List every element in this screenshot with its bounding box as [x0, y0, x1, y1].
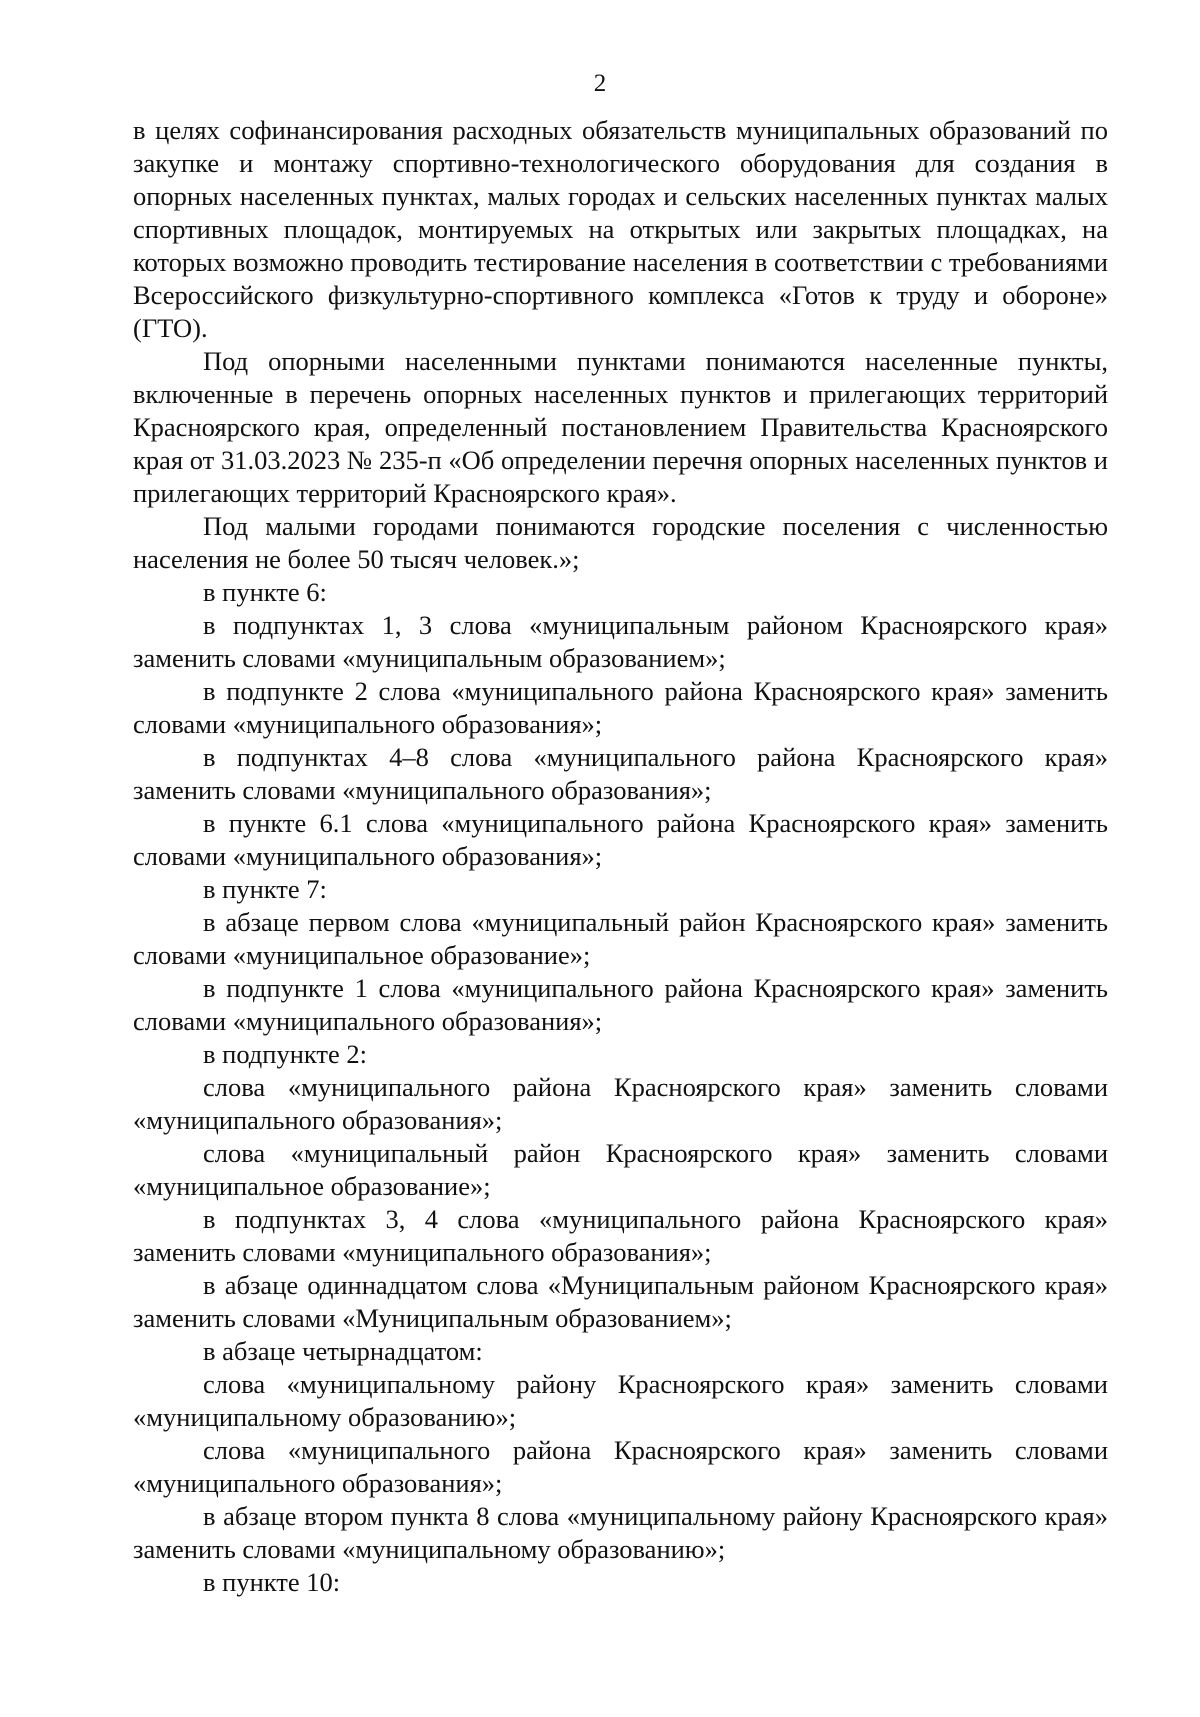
paragraph: в абзаце одиннадцатом слова «Муниципальным районом Красноярского края» заменить словами «Муниципальным образованием»; [133, 1270, 1108, 1333]
document-body [133, 114, 1108, 1599]
paragraph: в подпунктах 1, 3 слова «муниципальным районом Красноярского края» заменить словами «муниципальным образованием»; [133, 610, 1108, 673]
paragraph: в подпункте 1 слова «муниципального района Красноярского края» заменить словами «муниципального образования»; [133, 973, 1108, 1036]
paragraph: в абзаце втором пункта 8 слова «муниципальному району Красноярского края» заменить словами «муниципальному образованию»; [133, 1501, 1108, 1564]
paragraph: слова «муниципальному району Красноярского края» заменить словами «муниципальному образованию»; [133, 1369, 1108, 1432]
paragraph: в подпункте 2: [203, 1039, 368, 1069]
paragraph: в абзаце четырнадцатом: [203, 1336, 483, 1366]
paragraph: в целях софинансирования расходных обязательств муниципальных образований по закупке и монтажу спортивно-технологического оборудования для создания в опорных населенных пунктах, малых городах и сельских населенных пунктах малых спортивных площадок, монтируемых на открытых или закрытых площадках, на которых возможно проводить тестирование населения в соответствии с требованиями Всероссийского физкультурно-спортивного комплекса «Готов к труду и обороне» (ГТО). [133, 115, 1108, 343]
paragraph: в абзаце первом слова «муниципальный район Красноярского края» заменить словами «муниципальное образование»; [133, 907, 1108, 970]
paragraph: слова «муниципальный район Красноярского края» заменить словами «муниципальное образование»; [133, 1138, 1108, 1201]
paragraph: в пункте 7: [203, 874, 327, 904]
paragraph: в пункте 6.1 слова «муниципального района Красноярского края» заменить словами «муниципального образования»; [133, 808, 1108, 871]
paragraph: в пункте 10: [203, 1567, 341, 1597]
page-number: 2 [593, 70, 607, 97]
paragraph: в подпунктах 4–8 слова «муниципального района Красноярского края» заменить словами «муниципального образования»; [133, 742, 1108, 805]
paragraph: в пункте 6: [203, 577, 327, 607]
paragraph: в подпунктах 3, 4 слова «муниципального района Красноярского края» заменить словами «муниципального образования»; [133, 1204, 1108, 1267]
paragraph: слова «муниципального района Красноярского края» заменить словами «муниципального образования»; [133, 1435, 1108, 1498]
paragraph: Под опорными населенными пунктами понимаются населенные пункты, включенные в перечень опорных населенных пунктов и прилегающих территорий Красноярского края, определенный постановлением Правительства Красноярского края от 31.03.2023 № 235-п «Об определении перечня опорных населенных пунктов и прилегающих территорий Красноярского края». [133, 346, 1108, 508]
paragraph: слова «муниципального района Красноярского края» заменить словами «муниципального образования»; [133, 1072, 1108, 1135]
paragraph: Под малыми городами понимаются городские поселения с численностью населения не более 50 тысяч человек.»; [133, 511, 1108, 574]
paragraph: в подпункте 2 слова «муниципального района Красноярского края» заменить словами «муниципального образования»; [133, 676, 1108, 739]
